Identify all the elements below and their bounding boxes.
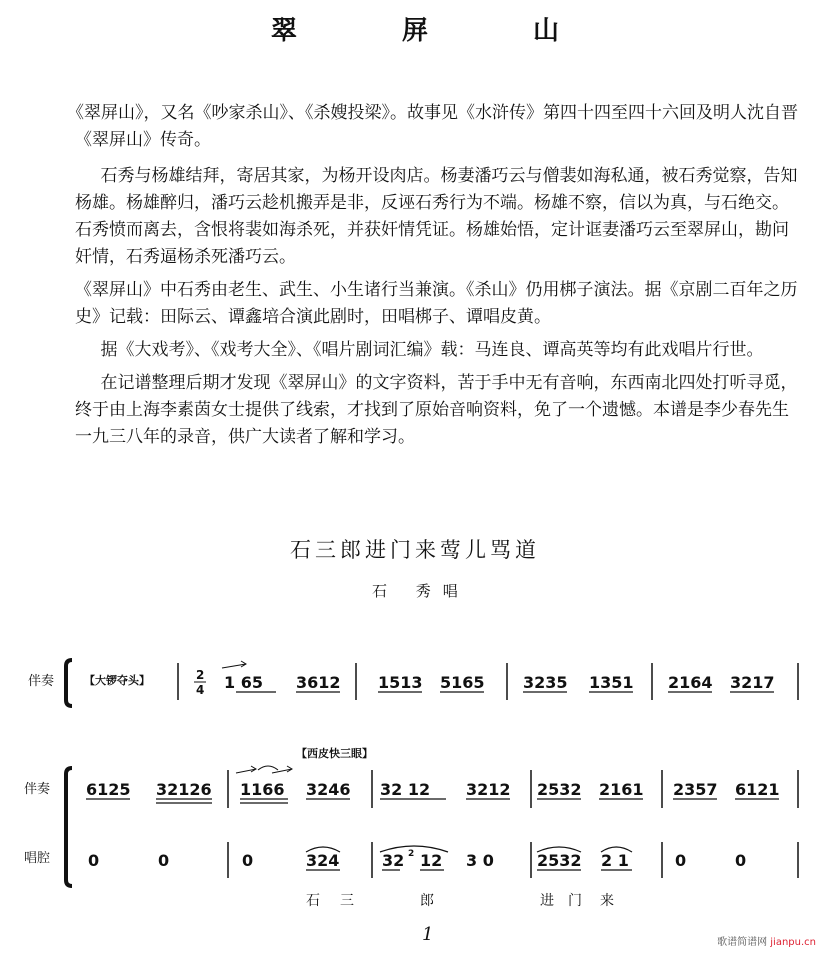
- lyric: 进: [540, 893, 554, 909]
- lyric: 来: [600, 893, 614, 909]
- time-sig-bottom: 4: [196, 683, 205, 697]
- intro-paragraph-5-text: 在记谱整理后期才发现《翠屏山》的文字资料，苦于手中无有音响，东西南北四处打听寻觅，终于由上海李素茵女士提供了线索，才找到了原始音响资料，免了一个遗憾。本谱是李少春先生一九三八年的录音，供广大读者了解和学习。: [75, 373, 798, 447]
- intro-paragraph-2-text: 石秀与杨雄结拜，寄居其家，为杨开设肉店。杨妻潘巧云与僧裴如海私通，被石秀觉察，告知杨雄。杨雄醉归，潘巧云趁机搬弄是非，反诬石秀行为不端。杨雄不察，信以为真，与石绝交。石秀愤而离去，含恨将裴如海杀死，并获奸情凭证。杨雄始悟，定计诓妻潘巧云至翠屏山，勘问奸情，石秀逼杨杀死潘巧云。: [75, 166, 798, 267]
- note-group: 3246: [306, 780, 351, 799]
- vocal-note: 0: [158, 851, 170, 870]
- lyric: 郎: [420, 893, 434, 909]
- accomp-label-row2: 伴奏: [24, 782, 51, 797]
- tag-tempo: 【西皮快三眼】: [296, 747, 373, 760]
- note-group: 1351: [589, 673, 634, 692]
- intro-paragraph-3: 《翠屏山》中石秀由老生、武生、小生诸行当兼演。《杀山》仍用梆子演法。据《京剧二百年之历史》记载：田际云、谭鑫培合演此剧时，田唱梆子、谭唱皮黄。: [75, 280, 798, 327]
- grace-note: 2: [408, 849, 415, 859]
- time-sig-top: 2: [196, 668, 205, 682]
- lyric: 石: [306, 893, 320, 909]
- note-group: 1166: [240, 780, 285, 799]
- accent-arrows-row2: [236, 766, 292, 773]
- note-group: 2164: [668, 673, 713, 692]
- intro-paragraph-4-text: 据《大戏考》、《戏考大全》、《唱片剧词汇编》载：马连良、谭高英等均有此戏唱片行世。: [100, 340, 764, 360]
- note-group: 3217: [730, 673, 775, 692]
- note-group: 5165: [440, 673, 485, 692]
- vocal-note: 32: [382, 851, 405, 870]
- beam-underlines-row2: [86, 799, 779, 803]
- lyric: 门: [568, 893, 582, 909]
- staff-brace-row1: [66, 660, 72, 706]
- watermark-site-name: 歌谱简谱网: [717, 937, 768, 948]
- vocal-note: 0: [675, 851, 687, 870]
- page-number: 1: [422, 924, 434, 945]
- note-group: 6125: [86, 780, 131, 799]
- vocal-note: 3 0: [466, 851, 494, 870]
- note-group: 3612: [296, 673, 341, 692]
- vocal-label: 唱腔: [24, 851, 51, 866]
- vocal-note: 0: [242, 851, 254, 870]
- note-group: 3235: [523, 673, 568, 692]
- watermark-url: jianpu.cn: [770, 937, 816, 948]
- staff-brace-row2: [66, 768, 72, 886]
- note-group: 32 12: [380, 780, 431, 799]
- note-group: 1513: [378, 673, 423, 692]
- vocal-note: 0: [88, 851, 100, 870]
- note-group: 2357: [673, 780, 718, 799]
- accomp-label-row1: 伴奏: [28, 674, 55, 689]
- song-title: 石三郎进门来莺儿骂道: [290, 538, 540, 562]
- note-group: 32126: [156, 780, 212, 799]
- note-group: 2532: [537, 780, 582, 799]
- note-group: 2161: [599, 780, 644, 799]
- note-group: 6121: [735, 780, 780, 799]
- singer-credit: 石 秀唱: [372, 582, 470, 600]
- tag-opening: 【大锣夺头】: [84, 674, 150, 687]
- vocal-note: 12: [420, 851, 443, 870]
- note-group: 3212: [466, 780, 511, 799]
- note-group: 1 65: [224, 673, 263, 692]
- vocal-note: 324: [306, 851, 340, 870]
- intro-paragraph-1: 《翠屏山》，又名《吵家杀山》、《杀嫂投梁》。故事见《水浒传》第四十四至四十六回及明人沈自晋《翠屏山》传奇。: [67, 103, 798, 150]
- watermark: [717, 933, 816, 948]
- vocal-note: 2532: [537, 851, 582, 870]
- vocal-note: 0: [735, 851, 747, 870]
- vocal-note: 2 1: [601, 851, 629, 870]
- lyric: 三: [340, 893, 354, 909]
- page-title: 翠 屏 山: [270, 16, 608, 46]
